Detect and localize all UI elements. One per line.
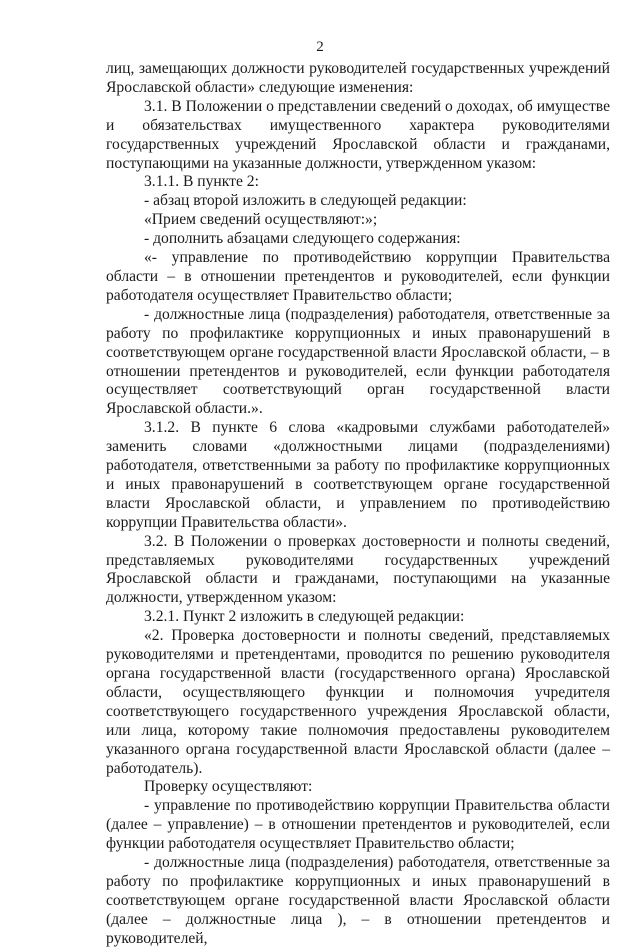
paragraph: - абзац второй изложить в следующей редакции: [144,192,467,210]
paragraph: лиц, замещающих должности руководителей государственных учреждений Ярославской области» следующие изменения: [106,60,610,96]
paragraph: 3.1.2. В пункте 6 слова «кадровыми службами работодателей» заменить словами «должностными лицами (подразделениями) работодателя, ответственными за работу по профилактике коррупционных и иных правонарушений в соответствующем органе государственной власти Ярославской области, и управлением по противодействию коррупции Правительства области». [106,419,610,531]
paragraph: - управление по противодействию коррупции Правительства области (далее – управление) – в отношении претендентов и руководителей, если функции работодателя осуществляет Правительство области; [106,797,610,853]
paragraph: Проверку осуществляют: [144,778,313,796]
paragraph: 3.1. В Положении о представлении сведений о доходах, об имуществе и обязательствах имущественного характера руководителями государственных учреждений Ярославской области и гражданами, поступающими на указанные должности, утвержденном указом: [106,97,610,172]
paragraph: - дополнить абзацами следующего содержания: [144,230,461,248]
paragraph: «- управление по противодействию коррупции Правительства области – в отношении претендентов и руководителей, если функции работодателя осуществляет Правительство области; [106,249,610,304]
paragraph: 3.1.1. В пункте 2: [144,173,259,191]
paragraph: - должностные лица (подразделения) работодателя, ответственные за работу по профилактике коррупционных и иных правонарушений в соответствующем органе государственной власти Ярославской области, – в отношении претендентов и руководителей, если функции работодателя осуществляет соответствующий орган государственной власти Ярославской области.». [106,305,610,418]
page-number: 2 [316,39,324,55]
paragraph: - должностные лица (подразделения) работодателя, ответственные за работу по профилактике коррупционных и иных правонарушений в соответствующем органе государственной власти Ярославской области (далее – должностные лица ), – в отношении претендентов и руководителей, [106,854,610,947]
paragraph: 3.2.1. Пункт 2 изложить в следующей редакции: [144,608,465,626]
paragraph: «2. Проверка достоверности и полноты сведений, представляемых руководителями и претендентами, проводится по решению руководителя органа государственной власти (государственного органа) Ярославской области, осуществляющего функции и полномочия учредителя соответствующего государственного учреждения Ярославской области, или лица, которому такие полномочия предоставлены руководителем указанного органа государственной власти Ярославской области (далее – работодатель). [106,627,610,777]
paragraph: «Прием сведений осуществляют:»; [144,211,378,229]
paragraph: 3.2. В Положении о проверках достоверности и полноты сведений, представляемых руководителями государственных учреждений Ярославской области и гражданами, поступающими на указанные должности, утвержденном указом: [106,532,610,607]
document-body [106,60,610,949]
